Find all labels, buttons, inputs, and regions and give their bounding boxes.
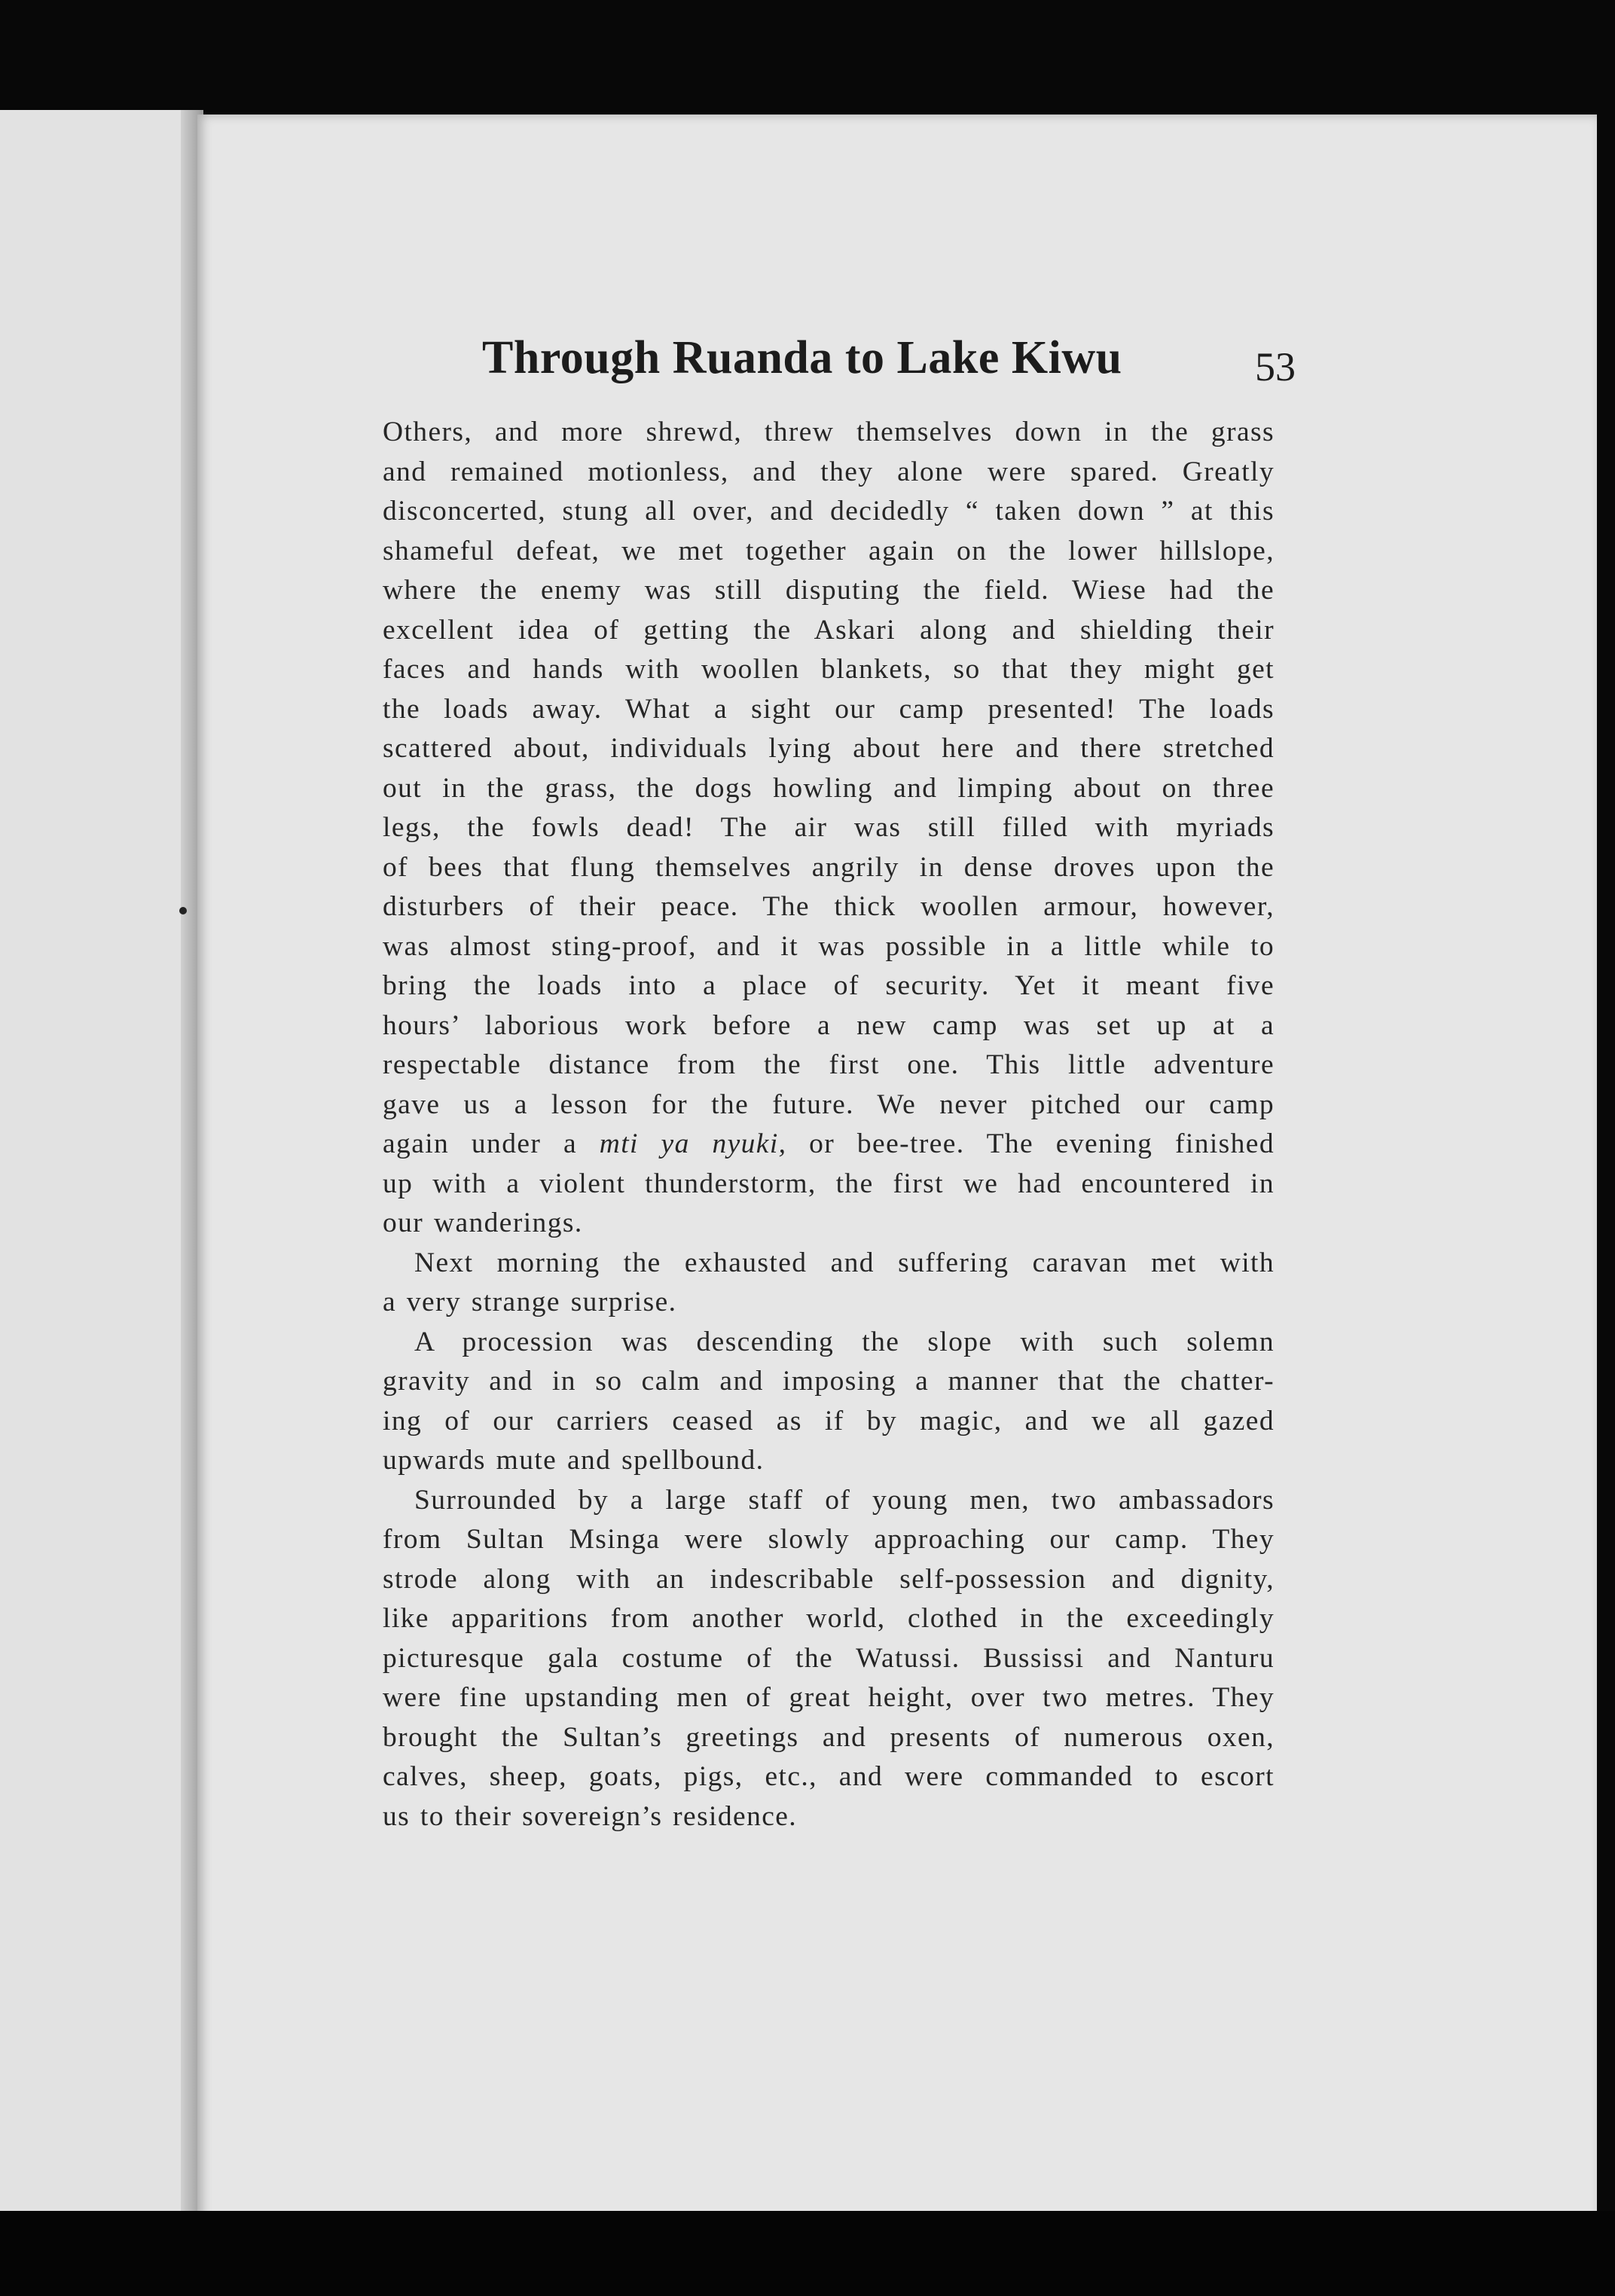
text-line: was almost sting-proof, and it was possible in a little while to — [383, 930, 1275, 962]
text-line: Next morning the exhausted and suffering caravan met with — [414, 1247, 1275, 1278]
text-line: respectable distance from the first one. This little adventure — [383, 1049, 1275, 1080]
facing-page-edge — [0, 110, 199, 2219]
margin-mark — [179, 907, 187, 914]
running-title: Through Ruanda to Lake Kiwu — [482, 332, 1122, 383]
text-fragment: or bee-tree. The evening finished — [786, 1128, 1275, 1159]
text-line: like apparitions from another world, clothed in the exceedingly — [383, 1603, 1275, 1634]
text-line: from Sultan Msinga were slowly approaching our camp. They — [383, 1524, 1275, 1555]
text-line — [383, 1125, 1275, 1165]
paragraph — [383, 413, 1275, 1244]
text-line: shameful defeat, we met together again on the lower hillslope, — [383, 535, 1275, 566]
paragraph — [383, 1481, 1275, 1837]
text-line: excellent idea of getting the Askari along and shielding their — [383, 614, 1275, 646]
text-line: our wanderings. — [383, 1208, 583, 1238]
paragraph — [383, 1323, 1275, 1481]
text-line: faces and hands with woollen blankets, so that they might get — [383, 654, 1275, 685]
page-number: 53 — [1255, 344, 1296, 389]
text-line: gravity and in so calm and imposing a manner that the chatter- — [383, 1366, 1275, 1397]
text-line: and remained motionless, and they alone were spared. Greatly — [383, 456, 1275, 487]
running-head — [482, 331, 1296, 399]
text-line: Others, and more shrewd, threw themselves down in the grass — [383, 417, 1275, 447]
body-text — [383, 413, 1275, 1836]
text-line: strode along with an indescribable self-possession and dignity, — [383, 1563, 1275, 1595]
text-line: out in the grass, the dogs howling and limping about on three — [383, 772, 1275, 804]
text-line: ing of our carriers ceased as if by magic, and we all gazed — [383, 1405, 1275, 1437]
text-line: hours’ laborious work before a new camp was set up at a — [383, 1009, 1275, 1041]
text-line: a very strange surprise. — [383, 1287, 677, 1317]
text-line: calves, sheep, goats, pigs, etc., and were commanded to escort — [383, 1761, 1275, 1792]
text-line: Surrounded by a large staff of young men, two ambassadors — [414, 1484, 1275, 1516]
paragraph — [383, 1244, 1275, 1323]
text-fragment: again under a — [383, 1128, 600, 1159]
text-line: picturesque gala costume of the Watussi. Bussissi and Nanturu — [383, 1642, 1275, 1674]
text-line: where the enemy was still disputing the field. Wiese had the — [383, 575, 1275, 606]
text-line: bring the loads into a place of security. Yet it meant five — [383, 970, 1275, 1001]
text-line: of bees that flung themselves angrily in dense droves upon the — [383, 851, 1275, 883]
text-line: upwards mute and spellbound. — [383, 1445, 765, 1476]
text-line: disturbers of their peace. The thick woollen armour, however, — [383, 891, 1275, 922]
text-line: gave us a lesson for the future. We never pitched our camp — [383, 1088, 1275, 1120]
text-line: were fine upstanding men of great height, over two metres. They — [383, 1682, 1275, 1713]
scan-bottom-edge — [0, 2211, 1615, 2296]
text-line: A procession was descending the slope with such solemn — [414, 1326, 1275, 1357]
text-line: disconcerted, stung all over, and decidedly “ taken down ” at this — [383, 496, 1275, 527]
text-line: up with a violent thunderstorm, the first we had encountered in — [383, 1168, 1275, 1199]
text-line: brought the Sultan’s greetings and presents of numerous oxen, — [383, 1721, 1275, 1753]
text-line: scattered about, individuals lying about here and there stretched — [383, 733, 1275, 764]
text-line: the loads away. What a sight our camp presented! The loads — [383, 693, 1275, 725]
text-line: us to their sovereign’s residence. — [383, 1800, 798, 1832]
italic-term: mti ya nyuki, — [599, 1128, 787, 1159]
text-line: legs, the fowls dead! The air was still filled with myriads — [383, 812, 1275, 843]
